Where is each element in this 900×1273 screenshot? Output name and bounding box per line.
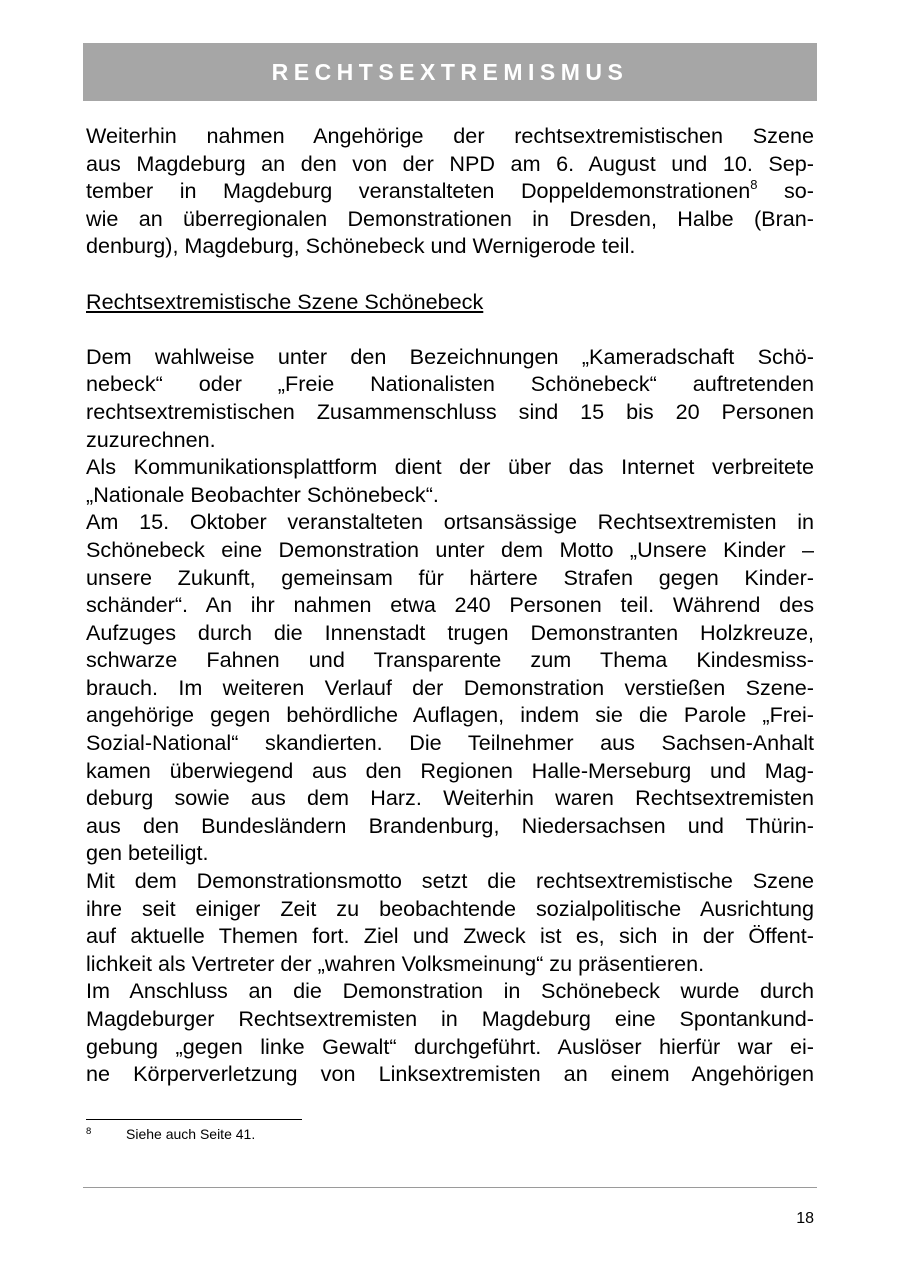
text-line: kamen überwiegend aus den Regionen Halle-Merseburg und Mag-	[86, 757, 814, 783]
section-header-bar	[83, 43, 817, 101]
paragraph-gap	[86, 260, 814, 288]
paragraph-motto	[86, 867, 814, 977]
text-line: auf aktuelle Themen fort. Ziel und Zweck ist es, sich in der Öffent-	[86, 923, 814, 949]
paragraph-gap	[86, 315, 814, 343]
paragraph-platform	[86, 453, 814, 508]
text-line	[86, 177, 814, 205]
text-line: brauch. Im weiteren Verlauf der Demonstration verstießen Szene-	[86, 674, 814, 700]
text-fragment: so-	[757, 178, 814, 204]
text-line: zuzurechnen.	[86, 426, 216, 452]
text-line: lichkeit als Vertreter der „wahren Volksmeinung“ zu präsentieren.	[86, 950, 705, 976]
text-line: angehörige gegen behördliche Auflagen, indem sie die Parole „Frei-	[86, 702, 814, 728]
section-header-title: RECHTSEXTREMISMUS	[271, 58, 629, 85]
text-line: „Nationale Beobachter Schönebeck“.	[86, 481, 439, 507]
text-line: Schönebeck eine Demonstration unter dem Motto „Unsere Kinder –	[86, 536, 814, 562]
text-line: unsere Zukunft, gemeinsam für härtere Strafen gegen Kinder-	[86, 564, 814, 590]
page-footer-divider	[83, 1187, 817, 1188]
text-line: deburg sowie aus dem Harz. Weiterhin waren Rechtsextremisten	[86, 785, 814, 811]
text-line: Sozial-National“ skandierten. Die Teilnehmer aus Sachsen-Anhalt	[86, 730, 814, 756]
footnote-divider	[86, 1119, 302, 1120]
text-fragment: tember in Magdeburg veranstalteten Doppeldemonstrationen	[86, 178, 751, 204]
text-line: ne Körperverletzung von Linksextremisten an einem Angehörigen	[86, 1061, 814, 1087]
page-number: 18	[796, 1210, 814, 1227]
text-line: rechtsextremistischen Zusammenschluss sind 15 bis 20 Personen	[86, 398, 814, 424]
footnote-number: 8	[86, 1126, 92, 1137]
text-line: ihre seit einiger Zeit zu beobachtende sozialpolitische Ausrichtung	[86, 895, 814, 921]
text-line: schänder“. An ihr nahmen etwa 240 Personen teil. Während des	[86, 592, 814, 618]
text-line: schwarze Fahnen und Transparente zum Thema Kindesmiss-	[86, 647, 814, 673]
paragraph-october-demo	[86, 508, 814, 867]
footnote-text: Siehe auch Seite 41.	[126, 1126, 256, 1142]
footnote-reference: 8	[750, 177, 758, 193]
paragraph-demonstrations	[86, 122, 814, 260]
text-line: Am 15. Oktober veranstalteten ortsansässige Rechtsextremisten in	[86, 509, 814, 535]
body-text	[86, 122, 814, 1088]
text-line: nebeck“ oder „Freie Nationalisten Schönebeck“ auftretenden	[86, 371, 814, 397]
text-line: gebung „gegen linke Gewalt“ durchgeführt. Auslöser hierfür war ei-	[86, 1033, 814, 1059]
section-heading: Rechtsextremistische Szene Schönebeck	[86, 288, 484, 314]
text-line: Als Kommunikationsplattform dient der über das Internet verbreitete	[86, 454, 814, 480]
text-line: Aufzuges durch die Innenstadt trugen Demonstranten Holzkreuze,	[86, 619, 814, 645]
text-line: Dem wahlweise unter den Bezeichnungen „Kameradschaft Schö-	[86, 343, 814, 369]
footnote	[86, 1126, 255, 1142]
text-line: Mit dem Demonstrationsmotto setzt die rechtsextremistische Szene	[86, 868, 814, 894]
text-line: wie an überregionalen Demonstrationen in Dresden, Halbe (Bran-	[86, 205, 814, 231]
paragraph-spontaneous-rally	[86, 977, 814, 1087]
text-line: denburg), Magdeburg, Schönebeck und Wernigerode teil.	[86, 233, 636, 259]
text-line: Weiterhin nahmen Angehörige der rechtsextremistischen Szene	[86, 123, 814, 148]
text-line: gen beteiligt.	[86, 840, 209, 866]
text-line: Magdeburger Rechtsextremisten in Magdeburg eine Spontankund-	[86, 1006, 814, 1031]
text-line: aus Magdeburg an den von der NPD am 6. August und 10. Sep-	[86, 150, 814, 176]
paragraph-group-size	[86, 343, 814, 453]
text-line: Im Anschluss an die Demonstration in Schönebeck wurde durch	[86, 978, 814, 1004]
text-line: aus den Bundesländern Brandenburg, Niedersachsen und Thürin-	[86, 812, 814, 838]
